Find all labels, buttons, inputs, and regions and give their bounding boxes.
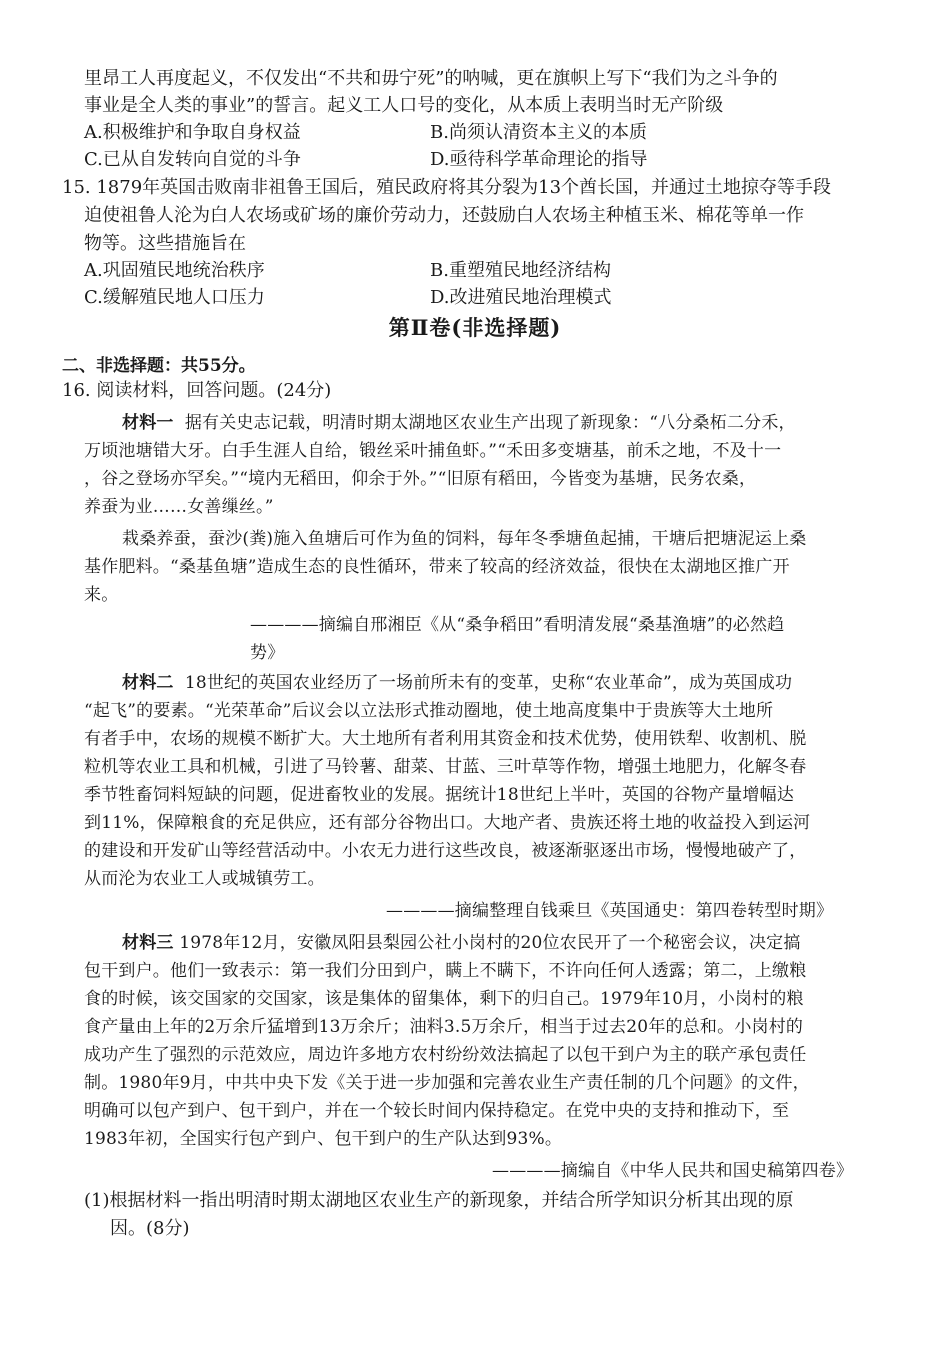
q16-m3-line-6: 制。1980年9月，中共中央下发《关于进一步加强和完善农业生产责任制的几个问题》的文件， xyxy=(84,1073,810,1093)
q15-option-c: C.缓解殖民地人口压力 xyxy=(84,287,265,308)
q16-m3-line-8: 1983年初，全国实行包产到户、包干到户的生产队达到93%。 xyxy=(84,1129,563,1149)
q16-m1-text-1: 据有关史志记载，明清时期太湖地区农业生产出现了新现象：“八分桑柘二分禾， xyxy=(184,413,796,433)
q16-m2-line-7: 的建设和开发矿山等经营活动中。小农无力进行这些改良，被逐渐驱逐出市场，慢慢地破产了， xyxy=(84,841,807,861)
q16-m1-line-5: 栽桑养蚕，蚕沙(粪)施入鱼塘后可作为鱼的饲料，每年冬季塘鱼起捕，干塘后把塘泥运上桑 xyxy=(122,529,807,549)
q14-option-d: D.亟待科学革命理论的指导 xyxy=(430,149,648,170)
q14-option-a: A.积极维护和争取自身权益 xyxy=(84,122,301,143)
q16-stem: 16. 阅读材料，回答问题。(24分) xyxy=(62,380,332,401)
q16-m2-line-3: 有者手中，农场的规模不断扩大。大土地所有者利用其资金和技术优势，使用铁犁、收割机、脱 xyxy=(84,729,807,749)
q14-stem-line-1: 里昂工人再度起义，不仅发出“不共和毋宁死”的呐喊，更在旗帜上写下“我们为之斗争的 xyxy=(84,68,778,89)
q16-m3-text-1: 1978年12月，安徽凤阳县梨园公社小岗村的20位农民开了一个秘密会议，决定搞 xyxy=(179,933,801,953)
q16-m1-line-2: 万顷池塘错大牙。白手生涯人自给，锻丝采叶捕鱼虾。”“禾田多变塘基，前禾之地，不及十一 xyxy=(84,441,782,461)
q16-m1-line-4: 养蚕为业……女善缫丝。” xyxy=(84,497,274,517)
q16-m3-source: ————摘编自《中华人民共和国史稿第四卷》 xyxy=(492,1161,854,1181)
section-title: 二、非选择题：共55分。 xyxy=(62,356,256,376)
q15-option-b: B.重塑殖民地经济结构 xyxy=(430,260,611,281)
q16-m3-line-2: 包干到户。他们一致表示：第一我们分田到户，瞒上不瞒下，不许向任何人透露；第二，上缴粮 xyxy=(84,961,807,981)
q16-m2-label: 材料二 xyxy=(122,673,174,693)
q14-option-c: C.已从自发转向自觉的斗争 xyxy=(84,149,301,170)
q16-m3-line-7: 明确可以包产到户、包干到户，并在一个较长时间内保持稳定。在党中央的支持和推动下，至 xyxy=(84,1101,790,1121)
q15-stem-line-2: 迫使祖鲁人沦为白人农场或矿场的廉价劳动力，还鼓励白人农场主种植玉米、棉花等单一作 xyxy=(84,205,804,226)
q16-m3-line-3: 食的时候，该交国家的交国家，该是集体的留集体，剩下的归自己。1979年10月，小岗村的粮 xyxy=(84,989,804,1009)
q16-m1-line-1 xyxy=(122,410,796,436)
q16-m3-label: 材料三 xyxy=(122,933,174,953)
q15-stem-line-3: 物等。这些措施旨在 xyxy=(84,233,246,254)
q16-m2-source: ————摘编整理自钱乘旦《英国通史：第四卷转型时期》 xyxy=(386,901,834,921)
q16-m3-line-4: 食产量由上年的2万余斤猛增到13万余斤；油料3.5万余斤，相当于过去20年的总和。小岗村的 xyxy=(84,1017,804,1037)
q16-m1-line-3: ，谷之登场亦罕矣。”“境内无稻田，仰余于外。”“旧原有稻田，今皆变为基塘，民务农桑， xyxy=(84,469,757,489)
part2-title: 第Ⅱ卷(非选择题) xyxy=(388,315,562,340)
q15-option-d: D.改进殖民地治理模式 xyxy=(430,287,612,308)
q16-m2-line-4: 粒机等农业工具和机械，引进了马铃薯、甜菜、甘蓝、三叶草等作物，增强土地肥力，化解冬春 xyxy=(84,757,807,777)
q16-sub1-line-2: 因。(8分) xyxy=(110,1218,190,1239)
q16-m2-line-1 xyxy=(122,670,792,696)
q16-sub1-line-1: (1)根据材料一指出明清时期太湖地区农业生产的新现象，并结合所学知识分析其出现的原 xyxy=(84,1190,794,1211)
q16-m2-line-6: 到11%，保障粮食的充足供应，还有部分谷物出口。大地产者、贵族还将土地的收益投入到运河 xyxy=(84,813,811,833)
q16-m1-line-7: 来。 xyxy=(84,585,119,605)
q16-m2-text-1: 18世纪的英国农业经历了一场前所未有的变革，史称“农业革命”，成为英国成功 xyxy=(184,673,793,693)
q16-m3-line-1 xyxy=(122,930,801,956)
q16-m2-line-8: 从而沦为农业工人或城镇劳工。 xyxy=(84,869,325,889)
q16-m3-line-5: 成功产生了强烈的示范效应，周边许多地方农村纷纷效法搞起了以包干到户为主的联产承包责任 xyxy=(84,1045,807,1065)
q16-m1-source-1: ————摘编自邢湘臣《从“桑争稻田”看明清发展“桑基渔塘”的必然趋 xyxy=(250,615,785,635)
q16-m2-line-5: 季节牲畜饲料短缺的问题，促进畜牧业的发展。据统计18世纪上半叶，英国的谷物产量增幅达 xyxy=(84,785,795,805)
q14-stem-line-2: 事业是全人类的事业”的誓言。起义工人口号的变化，从本质上表明当时无产阶级 xyxy=(84,95,724,116)
q16-m1-label: 材料一 xyxy=(122,413,174,433)
q16-m1-line-6: 基作肥料。“桑基鱼塘”造成生态的良性循环，带来了较高的经济效益，很快在太湖地区推广开 xyxy=(84,557,790,577)
q15-stem-line-1: 15. 1879年英国击败南非祖鲁王国后，殖民政府将其分裂为13个酋长国，并通过土地掠夺等手段 xyxy=(62,177,832,198)
q16-m1-source-2: 势》 xyxy=(250,643,285,663)
q15-option-a: A.巩固殖民地统治秩序 xyxy=(84,260,265,281)
q14-option-b: B.尚须认清资本主义的本质 xyxy=(430,122,647,143)
q16-m2-line-2: “起飞”的要素。“光荣革命”后议会以立法形式推动圈地，使土地高度集中于贵族等大土地所 xyxy=(84,701,774,721)
